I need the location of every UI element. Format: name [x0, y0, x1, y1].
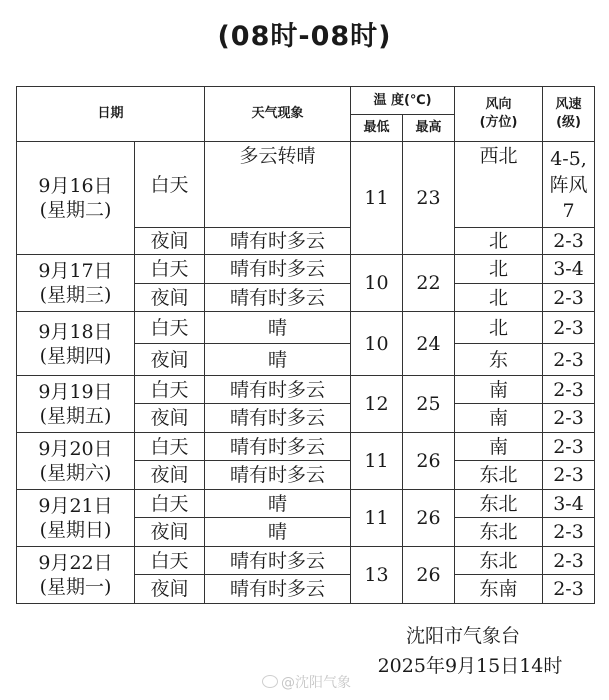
header-wind-speed-line1: 风速 — [555, 97, 582, 112]
weekday-text: (星期六) — [39, 462, 112, 484]
period-label: 白天 — [135, 433, 205, 461]
period-label: 夜间 — [135, 228, 205, 255]
period-label: 白天 — [135, 490, 205, 518]
wind-speed-cell — [543, 142, 595, 228]
wind-direction-cell: 东南 — [455, 575, 543, 604]
header-weather: 天气现象 — [205, 87, 351, 142]
date-cell — [17, 255, 135, 312]
wind-direction-cell: 东北 — [455, 518, 543, 547]
wind-direction-cell: 东北 — [455, 547, 543, 575]
wind-direction-cell: 北 — [455, 255, 543, 284]
date-cell — [17, 142, 135, 255]
period-label: 夜间 — [135, 344, 205, 376]
wind-speed-cell: 2-3 — [543, 433, 595, 461]
high-temp-cell: 26 — [403, 433, 455, 490]
page-title: (08时-08时) — [217, 21, 392, 52]
date-text: 9月17日 — [38, 260, 113, 282]
low-temp-cell: 13 — [351, 547, 403, 604]
header-wind-direction-line2: (方位) — [479, 115, 518, 130]
high-temp-cell: 25 — [403, 376, 455, 433]
high-temp-cell: 26 — [403, 490, 455, 547]
weekday-text: (星期一) — [39, 576, 112, 598]
header-date: 日期 — [17, 87, 205, 142]
low-temp-cell: 10 — [351, 312, 403, 376]
header-wind-direction — [455, 87, 543, 142]
date-cell — [17, 376, 135, 433]
weather-cell: 晴有时多云 — [205, 228, 351, 255]
wind-speed-cell: 2-3 — [543, 284, 595, 312]
weather-cell: 多云转晴 — [205, 142, 351, 228]
weather-cell: 晴有时多云 — [205, 255, 351, 284]
header-wind-speed-line2: (级) — [556, 115, 581, 130]
weekday-text: (星期五) — [39, 405, 112, 427]
watermark — [262, 672, 351, 692]
weather-cell: 晴有时多云 — [205, 376, 351, 404]
table-row — [17, 376, 595, 404]
table-row — [17, 142, 595, 228]
date-cell — [17, 312, 135, 376]
table-row — [17, 255, 595, 284]
period-label: 白天 — [135, 255, 205, 284]
weather-cell: 晴有时多云 — [205, 575, 351, 604]
high-temp-cell: 22 — [403, 255, 455, 312]
weekday-text: (星期四) — [39, 344, 112, 367]
header-wind-speed — [543, 87, 595, 142]
period-label: 白天 — [135, 376, 205, 404]
weather-cell: 晴 — [205, 312, 351, 344]
date-text: 9月22日 — [38, 552, 113, 574]
wind-speed-cell: 2-3 — [543, 518, 595, 547]
wind-direction-cell: 东北 — [455, 461, 543, 490]
wind-speed-cell: 2-3 — [543, 344, 595, 376]
date-text: 9月21日 — [38, 495, 113, 517]
wind-speed-cell: 2-3 — [543, 228, 595, 255]
date-text: 9月19日 — [38, 381, 113, 403]
low-temp-cell: 12 — [351, 376, 403, 433]
period-label: 夜间 — [135, 284, 205, 312]
period-label: 夜间 — [135, 404, 205, 433]
weather-cell: 晴 — [205, 490, 351, 518]
period-label: 白天 — [135, 312, 205, 344]
wind-speed-text: 4-5,阵风7 — [549, 147, 588, 222]
weekday-text: (星期二) — [39, 199, 112, 221]
header-low: 最低 — [351, 115, 403, 142]
header-temperature: 温 度(℃) — [351, 87, 455, 115]
high-temp-cell: 26 — [403, 547, 455, 604]
date-cell — [17, 433, 135, 490]
forecast-table — [16, 86, 595, 604]
period-label: 夜间 — [135, 461, 205, 490]
wind-direction-cell: 东 — [455, 344, 543, 376]
wind-speed-cell: 2-3 — [543, 547, 595, 575]
low-temp-cell: 11 — [351, 142, 403, 255]
date-text: 9月18日 — [38, 320, 113, 343]
table-row — [17, 547, 595, 575]
weather-cell: 晴有时多云 — [205, 284, 351, 312]
weather-cell: 晴有时多云 — [205, 461, 351, 490]
wind-speed-cell: 2-3 — [543, 376, 595, 404]
low-temp-cell: 11 — [351, 433, 403, 490]
wind-speed-cell: 3-4 — [543, 490, 595, 518]
wind-direction-cell: 南 — [455, 404, 543, 433]
watermark-text: @沈阳气象 — [281, 675, 351, 691]
wind-speed-cell: 2-3 — [543, 312, 595, 344]
wind-direction-cell: 南 — [455, 433, 543, 461]
wind-direction-cell: 西北 — [455, 142, 543, 228]
date-text: 9月20日 — [38, 438, 113, 460]
date-text: 9月16日 — [38, 175, 113, 197]
wind-speed-cell: 2-3 — [543, 404, 595, 433]
period-label: 白天 — [135, 547, 205, 575]
weather-cell: 晴有时多云 — [205, 404, 351, 433]
high-temp-cell: 24 — [403, 312, 455, 376]
wind-direction-cell: 北 — [455, 284, 543, 312]
wind-direction-cell: 北 — [455, 228, 543, 255]
table-row — [17, 433, 595, 461]
wind-speed-cell: 2-3 — [543, 575, 595, 604]
date-cell — [17, 547, 135, 604]
low-temp-cell: 11 — [351, 490, 403, 547]
weather-cell: 晴 — [205, 518, 351, 547]
weibo-icon — [262, 675, 278, 688]
issue-time: 2025年9月15日14时 — [377, 655, 563, 677]
weather-cell: 晴有时多云 — [205, 547, 351, 575]
wind-direction-cell: 东北 — [455, 490, 543, 518]
wind-direction-cell: 南 — [455, 376, 543, 404]
weekday-text: (星期三) — [39, 284, 112, 306]
weather-cell: 晴 — [205, 344, 351, 376]
high-temp-cell: 23 — [403, 142, 455, 255]
period-label: 夜间 — [135, 575, 205, 604]
table-row — [17, 490, 595, 518]
header-wind-direction-line1: 风向 — [485, 97, 512, 112]
low-temp-cell: 10 — [351, 255, 403, 312]
issuer-name: 沈阳市气象台 — [405, 625, 520, 647]
wind-direction-cell: 北 — [455, 312, 543, 344]
period-label: 夜间 — [135, 518, 205, 547]
weather-cell: 晴有时多云 — [205, 433, 351, 461]
table-row — [17, 312, 595, 344]
wind-speed-cell: 3-4 — [543, 255, 595, 284]
period-label: 白天 — [135, 142, 205, 228]
header-high: 最高 — [403, 115, 455, 142]
wind-speed-cell: 2-3 — [543, 461, 595, 490]
date-cell — [17, 490, 135, 547]
weekday-text: (星期日) — [39, 519, 112, 541]
